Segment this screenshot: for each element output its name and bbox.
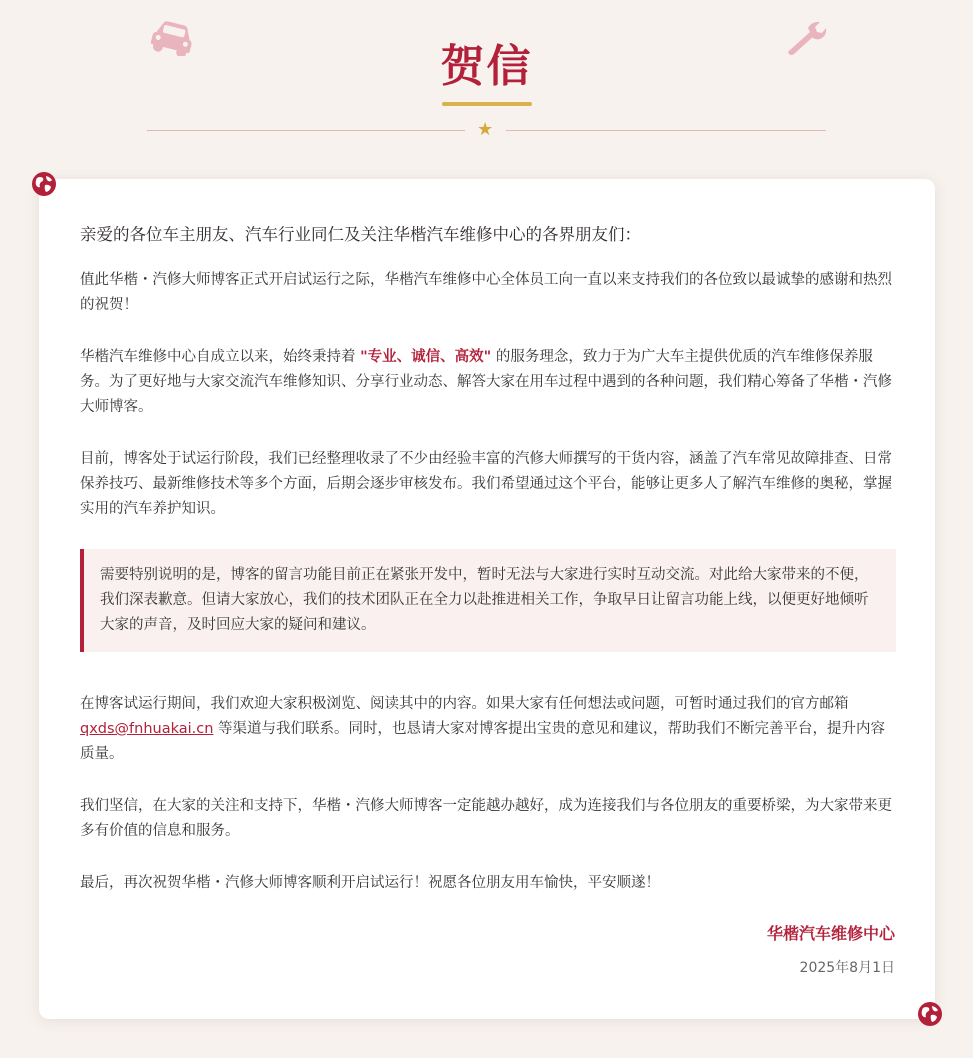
paragraph-6: 最后，再次祝贺华楷・汽修大师博客顺利开启试运行！祝愿各位朋友用车愉快，平安顺遂！: [80, 875, 660, 891]
letter-body: [80, 220, 896, 923]
notice-box: 需要特别说明的是，博客的留言功能目前正在紧张开发中，暂时无法与大家进行实时互动交流。对此给大家带来的不便，我们深表歉意。但请大家放心，我们的技术团队正在全力以赴推进相关工作，争取早日让留言功能上线，以便更好地倾听大家的声音，及时回应大家的疑问和建议。: [80, 549, 896, 652]
letter-greeting: 亲爱的各位车主朋友、汽车行业同仁及关注华楷汽车维修中心的各界朋友们：: [80, 225, 641, 244]
paragraph-5: 我们坚信，在大家的关注和支持下，华楷・汽修大师博客一定能越办越好，成为连接我们与各位朋友的重要桥梁，为大家带来更多有价值的信息和服务。: [80, 798, 892, 839]
globe-icon: [917, 1001, 943, 1027]
signature-block: [767, 921, 895, 981]
paragraph-4-text: 等渠道与我们联系。同时，也恳请大家对博客提出宝贵的意见和建议，帮助我们不断完善平台，提升内容质量。: [80, 721, 886, 762]
paragraph-4-text: 在博客试运行期间，我们欢迎大家积极浏览、阅读其中的内容。如果大家有任何想法或问题，可暂时通过我们的官方邮箱: [80, 696, 849, 712]
paragraph-1: 值此华楷・汽修大师博客正式开启试运行之际，华楷汽车维修中心全体员工向一直以来支持我们的各位致以最诚挚的感谢和热烈的祝贺！: [80, 272, 892, 313]
title-underline: [442, 102, 532, 106]
divider-right: [506, 130, 826, 131]
service-motto: "专业、诚信、高效": [360, 349, 492, 365]
paragraph-3: 目前，博客处于试运行阶段，我们已经整理收录了不少由经验丰富的汽修大师撰写的干货内容，涵盖了汽车常见故障排查、日常保养技巧、最新维修技术等多个方面，后期会逐步审核发布。我们希望通过这个平台，能够让更多人了解汽车维修的奥秘，掌握实用的汽车养护知识。: [80, 451, 892, 517]
globe-icon: [31, 171, 57, 197]
star-icon: ★: [477, 119, 494, 140]
email-link[interactable]: qxds@fnhuakai.cn: [80, 721, 214, 737]
signature-date: 2025年8月1日: [799, 960, 895, 976]
paragraph-2-text: 的服务理念，致力于为广大车主提供优质的汽车维修保养服务。为了更好地与大家交流汽车维修知识、分享行业动态、解答大家在用车过程中遇到的各种问题，我们精心筹备了华楷・汽修大师博客。: [80, 349, 892, 415]
paragraph-2-text: 华楷汽车维修中心自成立以来，始终秉持着: [80, 349, 361, 365]
paragraph-4: [80, 692, 896, 767]
divider-left: [147, 130, 465, 131]
signature-name: 华楷汽车维修中心: [766, 924, 895, 943]
paragraph-2: [80, 345, 896, 420]
page-title: 贺信: [440, 41, 533, 92]
